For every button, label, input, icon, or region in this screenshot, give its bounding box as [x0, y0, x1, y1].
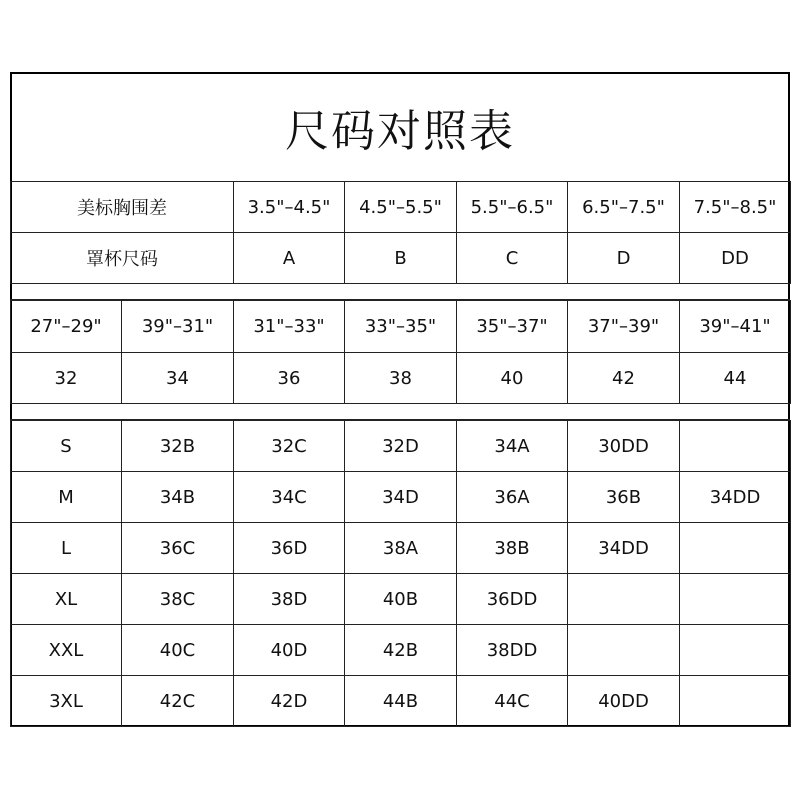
title-area: [10, 72, 790, 182]
bra-size-cell: 44B: [345, 676, 457, 727]
size-mapping-row: [11, 625, 791, 676]
letter-size-cell: XL: [11, 574, 122, 625]
underbust-range-cell: 31"–33": [234, 301, 345, 353]
bra-size-cell: 40B: [345, 574, 457, 625]
bra-size-cell: 42C: [122, 676, 234, 727]
bra-size-cell: [680, 676, 791, 727]
band-difference-cell: 4.5"–5.5": [345, 182, 457, 233]
size-mapping-table: [10, 420, 791, 727]
bra-size-cell: [680, 523, 791, 574]
band-difference-row: [11, 182, 791, 233]
cup-size-cell: DD: [680, 233, 791, 284]
bra-size-cell: [568, 625, 680, 676]
bra-size-cell: 34D: [345, 472, 457, 523]
underbust-range-cell: 35"–37": [457, 301, 568, 353]
underbust-range-row: [11, 301, 791, 353]
bra-size-cell: 36D: [234, 523, 345, 574]
page-title: 尺码对照表: [285, 105, 515, 157]
bra-size-cell: 36A: [457, 472, 568, 523]
band-size-cell: 34: [122, 353, 234, 404]
bra-size-cell: [568, 574, 680, 625]
letter-size-cell: L: [11, 523, 122, 574]
band-size-cell: 38: [345, 353, 457, 404]
size-mapping-row: [11, 523, 791, 574]
band-difference-cell: 6.5"–7.5": [568, 182, 680, 233]
band-size-table: [10, 300, 791, 404]
bra-size-cell: 36C: [122, 523, 234, 574]
underbust-range-cell: 39"–41": [680, 301, 791, 353]
band-difference-cell: 7.5"–8.5": [680, 182, 791, 233]
letter-size-cell: XXL: [11, 625, 122, 676]
band-size-cell: 32: [11, 353, 122, 404]
bra-size-cell: 38B: [457, 523, 568, 574]
section-divider: [10, 403, 790, 420]
band-size-cell: 36: [234, 353, 345, 404]
bra-size-cell: 34DD: [680, 472, 791, 523]
bra-size-cell: 38C: [122, 574, 234, 625]
band-size-cell: 44: [680, 353, 791, 404]
bra-size-cell: 34B: [122, 472, 234, 523]
band-difference-label: 美标胸围差: [11, 182, 234, 233]
section-divider: [10, 283, 790, 300]
bra-size-cell: 42D: [234, 676, 345, 727]
letter-size-cell: M: [11, 472, 122, 523]
band-size-cell: 42: [568, 353, 680, 404]
bra-size-cell: 34DD: [568, 523, 680, 574]
bra-size-cell: [680, 421, 791, 472]
cup-size-row: [11, 233, 791, 284]
bra-size-cell: 36DD: [457, 574, 568, 625]
cup-size-cell: D: [568, 233, 680, 284]
underbust-range-cell: 33"–35": [345, 301, 457, 353]
band-size-row: [11, 353, 791, 404]
size-mapping-row: [11, 676, 791, 727]
band-difference-cell: 3.5"–4.5": [234, 182, 345, 233]
bra-size-cell: 30DD: [568, 421, 680, 472]
bra-size-cell: 38D: [234, 574, 345, 625]
size-mapping-row: [11, 421, 791, 472]
bra-size-cell: 38A: [345, 523, 457, 574]
size-mapping-row: [11, 574, 791, 625]
cup-size-cell: B: [345, 233, 457, 284]
underbust-range-cell: 27"–29": [11, 301, 122, 353]
underbust-range-cell: 39"–31": [122, 301, 234, 353]
band-size-cell: 40: [457, 353, 568, 404]
size-mapping-row: [11, 472, 791, 523]
bra-size-cell: 36B: [568, 472, 680, 523]
letter-size-cell: S: [11, 421, 122, 472]
letter-size-cell: 3XL: [11, 676, 122, 727]
bra-size-cell: [680, 574, 791, 625]
bra-size-cell: 40D: [234, 625, 345, 676]
bra-size-cell: 44C: [457, 676, 568, 727]
band-difference-cell: 5.5"–6.5": [457, 182, 568, 233]
bra-size-cell: 42B: [345, 625, 457, 676]
cup-size-cell: C: [457, 233, 568, 284]
underbust-range-cell: 37"–39": [568, 301, 680, 353]
bra-size-cell: 38DD: [457, 625, 568, 676]
bra-size-cell: 34A: [457, 421, 568, 472]
bra-size-cell: 32B: [122, 421, 234, 472]
cup-size-label: 罩杯尺码: [11, 233, 234, 284]
bra-size-cell: 32C: [234, 421, 345, 472]
bra-size-cell: 34C: [234, 472, 345, 523]
bra-size-cell: [680, 625, 791, 676]
bra-size-cell: 40C: [122, 625, 234, 676]
cup-size-cell: A: [234, 233, 345, 284]
bra-size-cell: 32D: [345, 421, 457, 472]
cup-size-table: [10, 181, 791, 284]
bra-size-cell: 40DD: [568, 676, 680, 727]
